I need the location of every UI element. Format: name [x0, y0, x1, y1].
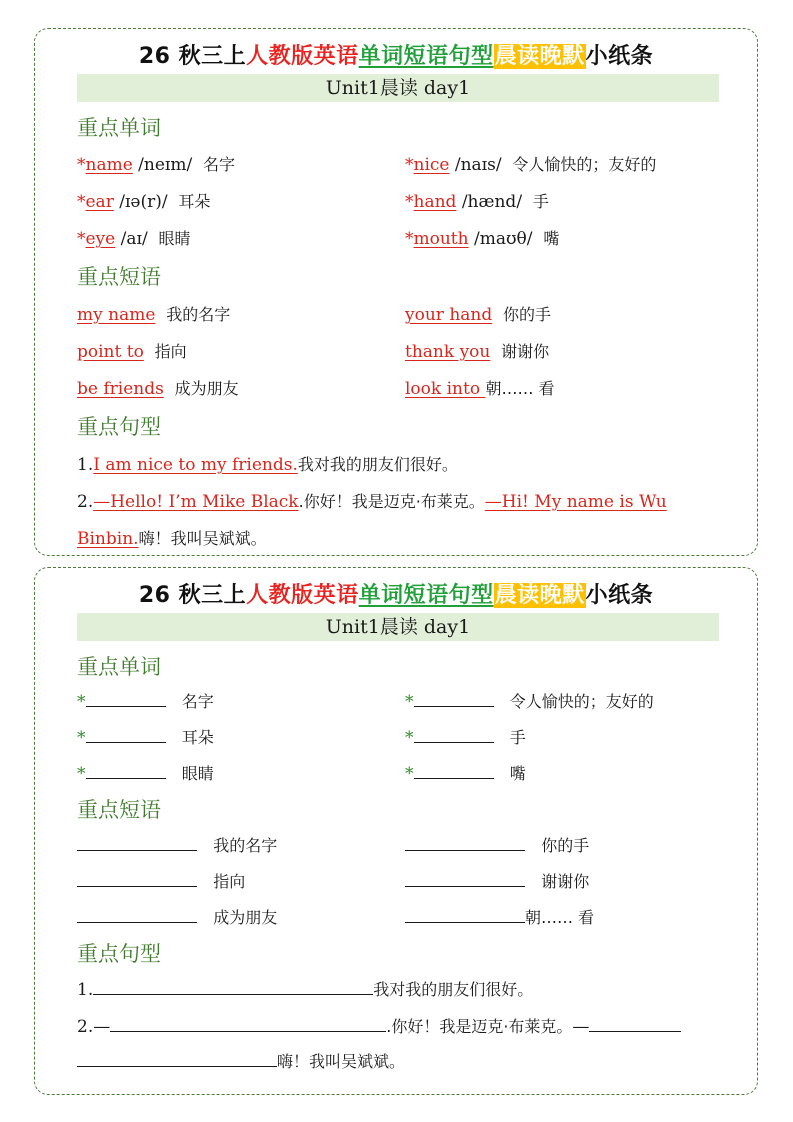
phrase-item: my name 我的名字: [77, 305, 231, 325]
sentence-item-cont: Binbin.嗨！我叫吴斌斌。: [77, 529, 267, 549]
answer-blank[interactable]: [405, 870, 525, 887]
sentence-item: 2.— .你好！我是迈克·布莱克。—: [77, 1015, 681, 1038]
answer-blank[interactable]: [589, 1015, 681, 1032]
sentence-item: 2.—Hello! I’m Mike Black.你好！我是迈克·布莱克。—Hi! My name is Wu: [77, 492, 667, 512]
answer-blank[interactable]: [86, 726, 166, 743]
answer-blank[interactable]: [405, 906, 525, 923]
answer-blank[interactable]: [414, 762, 494, 779]
unit-subheading: Unit1晨读 day1: [77, 74, 719, 102]
phrase-item: 谢谢你: [405, 870, 589, 893]
word-item: *name /neɪm/ 名字: [77, 155, 236, 175]
phrase-item: 成为朋友: [77, 906, 277, 929]
card-title: 26 秋三上人教版英语单词短语句型晨读晚默小纸条: [138, 44, 654, 69]
sentences-heading: 重点句型: [77, 942, 161, 966]
phrase-item: 你的手: [405, 834, 589, 857]
answer-card: [34, 28, 758, 556]
answer-blank[interactable]: [86, 762, 166, 779]
sentence-item: 1.I am nice to my friends.我对我的朋友们很好。: [77, 455, 458, 475]
phrase-item: point to 指向: [77, 342, 187, 362]
word-item: *nice /naɪs/ 令人愉快的；友好的: [405, 155, 657, 175]
word-item: *ear /ɪə(r)/ 耳朵: [77, 192, 211, 212]
answer-blank[interactable]: [414, 690, 494, 707]
word-item: * 眼睛: [77, 764, 214, 784]
worksheet-card: [34, 567, 758, 1095]
sentence-item: 1. 我对我的朋友们很好。: [77, 980, 534, 1000]
words-heading: 重点单词: [77, 116, 161, 140]
phrase-item: look into 朝…… 看: [405, 379, 555, 399]
phrases-heading: 重点短语: [77, 798, 161, 822]
word-item: * 手: [405, 728, 526, 748]
sentence-item-cont: 嗨！我叫吴斌斌。: [77, 1050, 405, 1073]
phrase-item: your hand 你的手: [405, 305, 552, 325]
word-item: *hand /hænd/ 手: [405, 192, 549, 212]
answer-blank[interactable]: [77, 1050, 277, 1067]
word-item: *eye /aɪ/ 眼睛: [77, 229, 191, 249]
words-heading: 重点单词: [77, 655, 161, 679]
answer-blank[interactable]: [77, 834, 197, 851]
phrase-item: 朝…… 看: [405, 906, 594, 929]
word-item: * 耳朵: [77, 728, 214, 748]
phrase-item: be friends 成为朋友: [77, 379, 239, 399]
word-item: * 令人愉快的；友好的: [405, 692, 654, 712]
answer-blank[interactable]: [86, 690, 166, 707]
answer-blank[interactable]: [77, 906, 197, 923]
card-title: 26 秋三上人教版英语单词短语句型晨读晚默小纸条: [138, 583, 654, 608]
answer-blank[interactable]: [405, 834, 525, 851]
answer-blank[interactable]: [77, 870, 197, 887]
answer-blank[interactable]: [93, 978, 373, 995]
answer-blank[interactable]: [110, 1015, 386, 1032]
word-item: *mouth /maʊθ/ 嘴: [405, 229, 560, 249]
phrase-item: 我的名字: [77, 834, 277, 857]
answer-blank[interactable]: [414, 726, 494, 743]
phrases-heading: 重点短语: [77, 265, 161, 289]
sentences-heading: 重点句型: [77, 415, 161, 439]
unit-subheading: Unit1晨读 day1: [77, 613, 719, 641]
word-item: * 名字: [77, 692, 214, 712]
phrase-item: 指向: [77, 870, 245, 893]
phrase-item: thank you 谢谢你: [405, 342, 550, 362]
word-item: * 嘴: [405, 764, 526, 784]
